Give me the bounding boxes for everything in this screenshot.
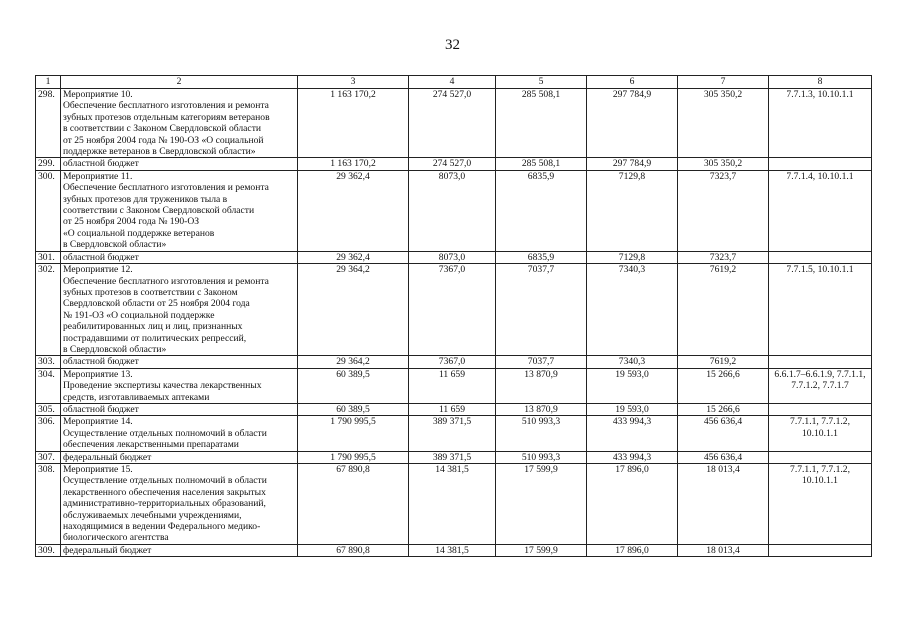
row-name-cell (61, 251, 298, 263)
header-cell: 8 (769, 76, 872, 89)
amount-cell-c5: 13 870,9 (496, 403, 587, 415)
row-name-line: в Свердловской области» (63, 239, 167, 251)
amount-cell-c5: 510 993,3 (496, 451, 587, 463)
table-row (36, 251, 872, 263)
table-row (36, 451, 872, 463)
amount-cell-c5: 6835,9 (496, 251, 587, 263)
amount-cell-c7: 7323,7 (678, 251, 769, 263)
row-number-cell: 308. (36, 464, 61, 545)
header-cell: 2 (61, 76, 298, 89)
row-name-line: находящимися в ведении Федерального медико- (63, 521, 261, 533)
row-number-cell: 306. (36, 416, 61, 451)
amount-cell-c3: 60 389,5 (298, 403, 409, 415)
amount-cell-c7: 7323,7 (678, 170, 769, 251)
amount-cell-c6: 19 593,0 (587, 403, 678, 415)
row-name-cell (61, 170, 298, 251)
target-indicator-cell (769, 464, 872, 545)
table-body (36, 76, 872, 557)
amount-cell-c3: 1 790 995,5 (298, 451, 409, 463)
row-name-line: Проведение экспертизы качества лекарственных (63, 380, 262, 392)
amount-cell-c4: 11 659 (409, 368, 496, 403)
target-indicator-cell (769, 416, 872, 451)
table-row (36, 544, 872, 556)
row-name-line: пострадавшими от политических репрессий, (63, 332, 247, 344)
row-number-cell: 303. (36, 356, 61, 368)
table-row (36, 158, 872, 170)
row-name-line: Обеспечение бесплатного изготовления и ремонта (63, 100, 269, 112)
target-indicator-line: 7.7.1.1, 7.7.1.2, (790, 464, 850, 475)
row-name-line: Осуществление отдельных полномочий в области (63, 427, 267, 439)
amount-cell-c4: 14 381,5 (409, 464, 496, 545)
row-number-cell: 307. (36, 451, 61, 463)
amount-cell-c6: 7129,8 (587, 251, 678, 263)
row-name-line: Обеспечение бесплатного изготовления и ремонта (63, 182, 269, 194)
amount-cell-c4: 14 381,5 (409, 544, 496, 556)
target-indicator-line: 7.7.1.4, 10.10.1.1 (786, 170, 854, 182)
row-name-line: административно-территориальных образований, (63, 498, 266, 510)
amount-cell-c5: 7037,7 (496, 264, 587, 356)
row-name-line: Свердловской области от 25 ноября 2004 года (63, 298, 250, 310)
amount-cell-c4: 389 371,5 (409, 451, 496, 463)
amount-cell-c7: 7619,2 (678, 356, 769, 368)
budget-table (35, 75, 872, 557)
table-row (36, 89, 872, 158)
amount-cell-c3: 29 362,4 (298, 251, 409, 263)
header-cell: 7 (678, 76, 769, 89)
amount-cell-c6: 433 994,3 (587, 416, 678, 451)
header-cell: 5 (496, 76, 587, 89)
amount-cell-c6: 17 896,0 (587, 464, 678, 545)
amount-cell-c7: 18 013,4 (678, 464, 769, 545)
row-name-line: Мероприятие 12. (63, 264, 133, 276)
header-cell: 4 (409, 76, 496, 89)
header-row (36, 76, 872, 89)
row-number-cell: 304. (36, 368, 61, 403)
amount-cell-c5: 17 599,9 (496, 544, 587, 556)
table-row (36, 464, 872, 545)
row-name-line: Мероприятие 14. (63, 416, 133, 428)
row-name-line: поддержке ветеранов в Свердловской области» (63, 146, 256, 158)
amount-cell-c5: 7037,7 (496, 356, 587, 368)
amount-cell-c3: 1 163 170,2 (298, 89, 409, 158)
amount-cell-c3: 67 890,8 (298, 544, 409, 556)
amount-cell-c6: 297 784,9 (587, 89, 678, 158)
row-name-line: зубных протезов отдельным категориям ветеранов (63, 111, 270, 123)
row-number-cell: 299. (36, 158, 61, 170)
row-name-cell (61, 264, 298, 356)
row-name-line: обеспечения лекарственными препаратами (63, 439, 239, 451)
amount-cell-c3: 29 364,2 (298, 264, 409, 356)
amount-cell-c4: 11 659 (409, 403, 496, 415)
row-name-line: от 25 ноября 2004 года № 190-ОЗ (63, 216, 200, 228)
row-name-cell (61, 158, 298, 170)
row-name-line: лекарственного обеспечения населения закрытых (63, 486, 266, 498)
amount-cell-c6: 7340,3 (587, 356, 678, 368)
row-name-cell (61, 544, 298, 556)
row-name-line: областной бюджет (63, 251, 139, 263)
row-name-line: обслуживаемых лечебными учреждениями, (63, 509, 242, 521)
amount-cell-c3: 1 163 170,2 (298, 158, 409, 170)
row-name-cell (61, 368, 298, 403)
target-indicator-line: 6.6.1.7–6.6.1.9, 7.7.1.1, (774, 368, 866, 380)
target-indicator-cell (769, 251, 872, 263)
target-indicator-cell (769, 264, 872, 356)
row-name-line: Осуществление отдельных полномочий в области (63, 475, 267, 487)
row-name-cell (61, 356, 298, 368)
row-name-line: Мероприятие 11. (63, 170, 133, 182)
table-row (36, 170, 872, 251)
row-name-line: Мероприятие 13. (63, 368, 133, 380)
row-name-line: областной бюджет (63, 403, 139, 415)
row-number-cell: 301. (36, 251, 61, 263)
table-row (36, 416, 872, 451)
target-indicator-cell (769, 89, 872, 158)
amount-cell-c5: 285 508,1 (496, 89, 587, 158)
amount-cell-c3: 29 362,4 (298, 170, 409, 251)
amount-cell-c7: 15 266,6 (678, 403, 769, 415)
amount-cell-c6: 7129,8 (587, 170, 678, 251)
amount-cell-c6: 7340,3 (587, 264, 678, 356)
row-name-line: № 191-ОЗ «О социальной поддержке (63, 309, 215, 321)
row-number-cell: 309. (36, 544, 61, 556)
amount-cell-c7: 456 636,4 (678, 416, 769, 451)
header-cell: 3 (298, 76, 409, 89)
row-name-line: областной бюджет (63, 356, 139, 368)
amount-cell-c7: 305 350,2 (678, 158, 769, 170)
row-number-cell: 302. (36, 264, 61, 356)
row-name-cell (61, 451, 298, 463)
table-row (36, 264, 872, 356)
row-name-line: Обеспечение бесплатного изготовления и ремонта (63, 275, 269, 287)
target-indicator-line: 10.10.1.1 (802, 475, 838, 487)
row-name-cell (61, 416, 298, 451)
amount-cell-c5: 17 599,9 (496, 464, 587, 545)
amount-cell-c5: 13 870,9 (496, 368, 587, 403)
header-cell: 1 (36, 76, 61, 89)
row-number-cell: 305. (36, 403, 61, 415)
row-name-line: от 25 ноября 2004 года № 190-ОЗ «О социальной (63, 134, 264, 146)
amount-cell-c4: 389 371,5 (409, 416, 496, 451)
table-row (36, 403, 872, 415)
target-indicator-cell (769, 356, 872, 368)
row-name-line: реабилитированных лиц и лиц, признанных (63, 321, 243, 333)
amount-cell-c7: 18 013,4 (678, 544, 769, 556)
amount-cell-c3: 67 890,8 (298, 464, 409, 545)
amount-cell-c4: 7367,0 (409, 264, 496, 356)
header-cell: 6 (587, 76, 678, 89)
row-number-cell: 298. (36, 89, 61, 158)
page-number: 32 (445, 37, 460, 53)
amount-cell-c4: 7367,0 (409, 356, 496, 368)
row-name-line: федеральный бюджет (63, 451, 152, 463)
amount-cell-c3: 29 364,2 (298, 356, 409, 368)
amount-cell-c5: 510 993,3 (496, 416, 587, 451)
row-name-line: в соответствии с Законом Свердловской области (63, 123, 262, 135)
amount-cell-c7: 7619,2 (678, 264, 769, 356)
amount-cell-c7: 456 636,4 (678, 451, 769, 463)
row-name-line: федеральный бюджет (63, 544, 152, 556)
amount-cell-c7: 15 266,6 (678, 368, 769, 403)
amount-cell-c6: 433 994,3 (587, 451, 678, 463)
row-name-line: Мероприятие 15. (63, 464, 133, 475)
amount-cell-c5: 285 508,1 (496, 158, 587, 170)
amount-cell-c6: 297 784,9 (587, 158, 678, 170)
amount-cell-c6: 19 593,0 (587, 368, 678, 403)
row-name-line: зубных протезов в соответствии с Законом (63, 286, 238, 298)
target-indicator-line: 10.10.1.1 (802, 427, 838, 439)
table-row (36, 356, 872, 368)
amount-cell-c4: 274 527,0 (409, 89, 496, 158)
target-indicator-cell (769, 158, 872, 170)
amount-cell-c4: 8073,0 (409, 251, 496, 263)
row-name-line: в Свердловской области» (63, 343, 167, 355)
amount-cell-c3: 60 389,5 (298, 368, 409, 403)
row-name-cell (61, 464, 298, 545)
row-name-line: биологического агентства (63, 532, 169, 544)
row-name-line: зубных протезов для тружеников тыла в (63, 193, 228, 205)
amount-cell-c4: 8073,0 (409, 170, 496, 251)
target-indicator-line: 7.7.1.3, 10.10.1.1 (786, 89, 854, 100)
target-indicator-cell (769, 368, 872, 403)
amount-cell-c5: 6835,9 (496, 170, 587, 251)
row-name-line: областной бюджет (63, 158, 139, 170)
row-name-line: соответствии с Законом Свердловской области (63, 205, 255, 217)
row-name-cell (61, 403, 298, 415)
row-name-cell (61, 89, 298, 158)
target-indicator-cell (769, 544, 872, 556)
target-indicator-line: 7.7.1.1, 7.7.1.2, (790, 416, 850, 428)
target-indicator-cell (769, 403, 872, 415)
row-number-cell: 300. (36, 170, 61, 251)
amount-cell-c6: 17 896,0 (587, 544, 678, 556)
target-indicator-cell (769, 451, 872, 463)
amount-cell-c4: 274 527,0 (409, 158, 496, 170)
target-indicator-cell (769, 170, 872, 251)
row-name-line: Мероприятие 10. (63, 89, 133, 100)
target-indicator-line: 7.7.1.2, 7.7.1.7 (791, 380, 849, 392)
table-row (36, 368, 872, 403)
row-name-line: средств, изготавливаемых аптеками (63, 391, 210, 403)
amount-cell-c7: 305 350,2 (678, 89, 769, 158)
amount-cell-c3: 1 790 995,5 (298, 416, 409, 451)
row-name-line: «О социальной поддержке ветеранов (63, 227, 215, 239)
target-indicator-line: 7.7.1.5, 10.10.1.1 (786, 264, 854, 276)
